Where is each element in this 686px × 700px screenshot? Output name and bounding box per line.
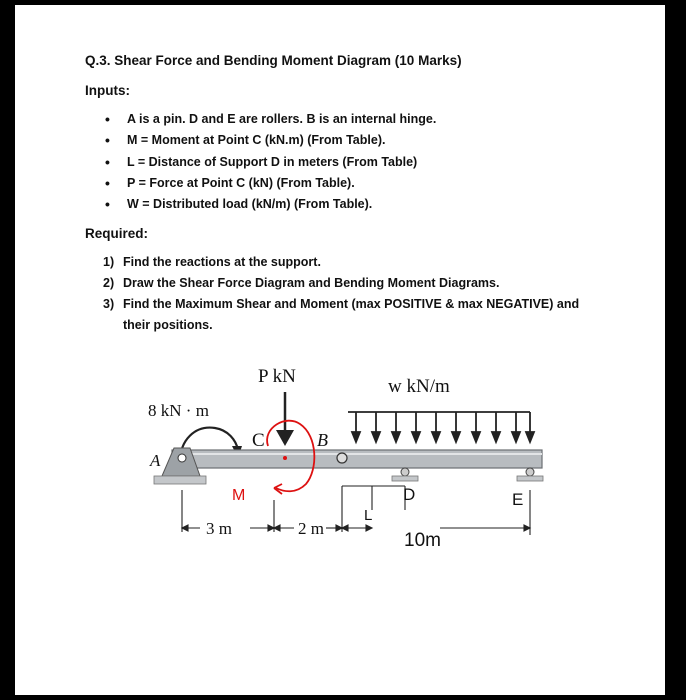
beam-diagram: [15, 5, 665, 695]
input-item: • W = Distributed load (kN/m) (From Table).: [105, 194, 436, 215]
bullet-icon: •: [105, 132, 110, 149]
input-item: • L = Distance of Support D in meters (From Table): [105, 152, 436, 173]
point-e-label: E: [512, 490, 524, 509]
required-item: 3) Find the Maximum Shear and Moment (max POSITIVE & max NEGATIVE) and their positions.: [103, 297, 580, 332]
beam: [172, 450, 542, 468]
required-item: 1) Find the reactions at the support.: [103, 255, 321, 269]
point-b-label: B: [317, 430, 328, 450]
question-title: Q.3. Shear Force and Bending Moment Diagram (10 Marks): [85, 53, 462, 68]
bullet-icon: •: [105, 153, 110, 170]
point-d-label: D: [403, 485, 416, 504]
input-item: • M = Moment at Point C (kN.m) (From Table).: [105, 130, 436, 151]
inputs-heading: Inputs:: [85, 83, 130, 98]
l-label: L: [364, 507, 373, 524]
required-item: 2) Draw the Shear Force Diagram and Bending Moment Diagrams.: [103, 276, 500, 290]
point-a-label: A: [150, 451, 161, 470]
point-load-arrow: [276, 392, 294, 446]
input-item: • A is a pin. D and E are rollers. B is an internal hinge.: [105, 109, 436, 130]
document-page: [15, 5, 665, 695]
applied-moment-label: 8 kN · m: [148, 401, 209, 420]
roller-support-e: [517, 468, 543, 481]
m-label: M: [232, 487, 246, 504]
load-w-label: w kN/m: [388, 376, 450, 397]
dim-2m-label: 2 m: [298, 519, 324, 538]
required-heading: Required:: [85, 226, 149, 241]
dim-3m-label: 3 m: [206, 519, 232, 538]
hinge-b: [337, 453, 347, 463]
bullet-icon: •: [105, 174, 110, 191]
point-c-label: C: [252, 430, 265, 451]
bullet-icon: •: [105, 196, 110, 213]
input-item: • P = Force at Point C (kN) (From Table).: [105, 173, 436, 194]
load-p-label: P kN: [258, 366, 296, 387]
distributed-load: [348, 412, 534, 442]
bullet-icon: •: [105, 111, 110, 127]
dim-10m-label: 10m: [404, 530, 441, 551]
roller-support-d: [392, 468, 418, 481]
